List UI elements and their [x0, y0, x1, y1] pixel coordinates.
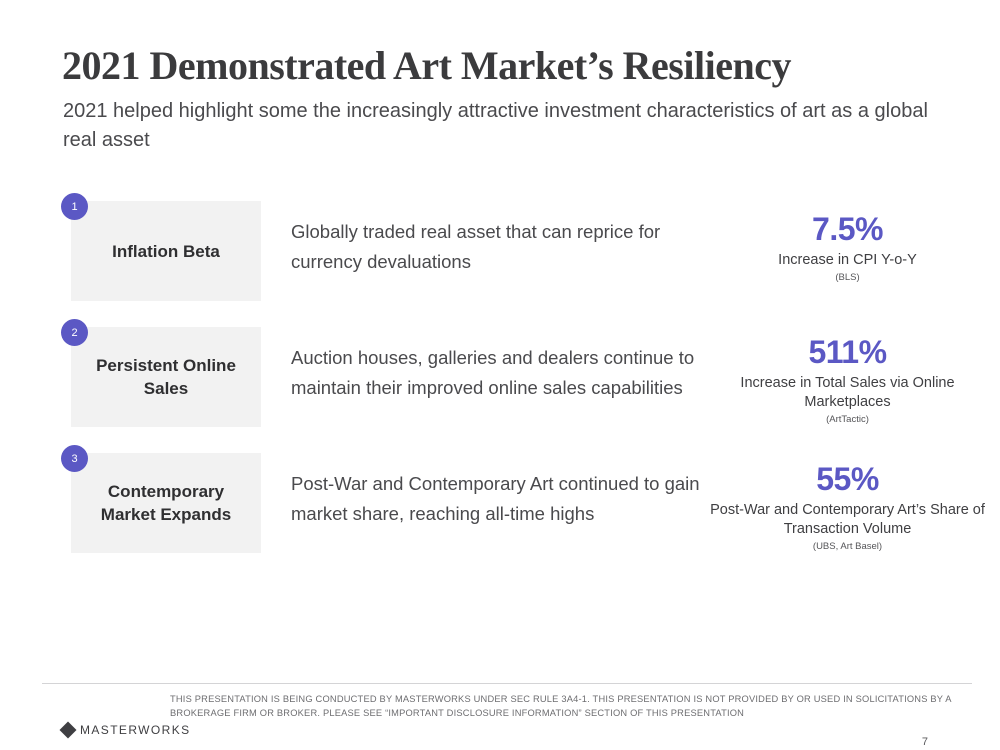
page-title: 2021 Demonstrated Art Market’s Resiliency — [62, 43, 791, 88]
footer-disclaimer: THIS PRESENTATION IS BEING CONDUCTED BY MASTERWORKS UNDER SEC RULE 3A4-1. THIS PRESENTATION IS NOT PROVIDED BY OR USED IN SOLICITATIONS BY A BROKERAGE FIRM OR BROKER. PLEASE SEE “IMPORTANT DISCLOSURE INFORMATION” SECTION OF THIS PRESENTATION — [170, 694, 952, 718]
stat-value: 7.5% — [812, 211, 883, 247]
row-number-badge: 1 — [61, 193, 88, 220]
stat-value: 511% — [808, 334, 887, 370]
row-label: Inflation Beta — [112, 241, 220, 261]
row-stat — [700, 210, 995, 284]
row-label: Contemporary Market Expands — [100, 482, 232, 524]
diamond-icon — [60, 722, 77, 739]
page-number: 7 — [921, 736, 928, 748]
row-stat — [700, 333, 995, 426]
stat-source: (ArtTactic) — [826, 414, 869, 425]
row-label-box — [71, 201, 261, 301]
row-description: Post-War and Contemporary Art continued to gain market share, reaching all-time highs — [291, 473, 700, 524]
page-subtitle: 2021 helped highlight some the increasingly attractive investment characteristics of art as a global real asset — [63, 100, 928, 151]
stat-description: Increase in Total Sales via Online Marketplaces — [740, 375, 955, 410]
stat-description: Post-War and Contemporary Art’s Share of Transaction Volume — [710, 502, 985, 537]
row-description: Globally traded real asset that can reprice for currency devaluations — [291, 221, 661, 272]
row-number-badge: 2 — [61, 319, 88, 346]
stat-source: (UBS, Art Basel) — [812, 541, 883, 552]
masterworks-logo — [62, 723, 191, 737]
row-stat — [700, 460, 995, 553]
row-number-badge: 3 — [61, 445, 88, 472]
stat-value: 55% — [816, 461, 879, 497]
stat-description: Increase in CPI Y-o-Y — [778, 252, 917, 268]
row-label: Persistent Online Sales — [96, 356, 236, 398]
footer-divider — [42, 683, 972, 684]
logo-text: MASTERWORKS — [80, 723, 191, 737]
stat-source: (BLS) — [835, 272, 860, 283]
row-description: Auction houses, galleries and dealers continue to maintain their improved online sales capabilities — [291, 347, 695, 398]
row-label-box — [71, 327, 261, 427]
row-label-box — [71, 453, 261, 553]
